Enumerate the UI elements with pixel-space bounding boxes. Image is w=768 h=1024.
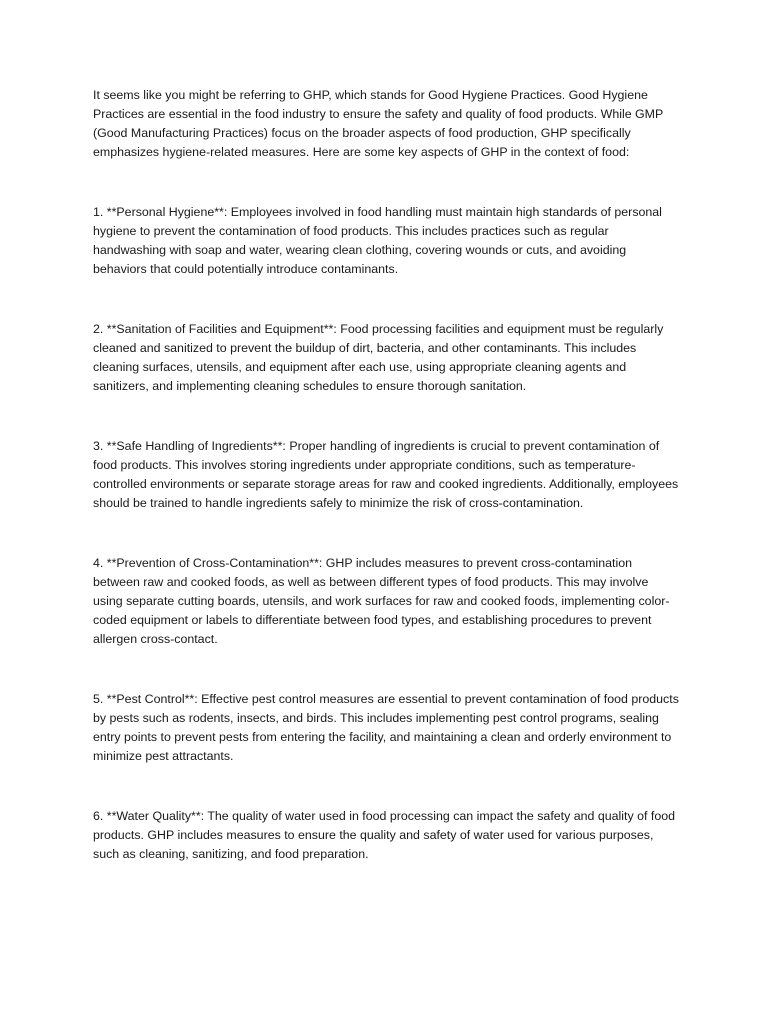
document-page [93, 86, 679, 864]
list-item-cross-contamination: 4. **Prevention of Cross-Contamination**: GHP includes measures to prevent cross-contamination between raw and cooked foods, as well as between different types of food products. This may involve using separate cutting boards, utensils, and work surfaces for raw and cooked foods, implementing color-coded equipment or labels to differentiate between food types, and establishing procedures to prevent allergen cross-contact. [93, 556, 670, 646]
list-item-pest-control: 5. **Pest Control**: Effective pest control measures are essential to prevent contamination of food products by pests such as rodents, insects, and birds. This includes implementing pest control programs, sealing entry points to prevent pests from entering the facility, and maintaining a clean and orderly environment to minimize pest attractants. [93, 692, 679, 763]
list-item-sanitation: 2. **Sanitation of Facilities and Equipment**: Food processing facilities and equipment must be regularly cleaned and sanitized to prevent the buildup of dirt, bacteria, and other contaminants. This includes cleaning surfaces, utensils, and equipment after each use, using appropriate cleaning agents and sanitizers, and implementing cleaning schedules to ensure thorough sanitation. [93, 322, 664, 393]
list-item-water-quality: 6. **Water Quality**: The quality of water used in food processing can impact the safety and quality of food products. GHP includes measures to ensure the quality and safety of water used for various purposes, such as cleaning, sanitizing, and food preparation. [93, 809, 675, 861]
intro-paragraph: It seems like you might be referring to GHP, which stands for Good Hygiene Practices. Good Hygiene Practices are essential in the food industry to ensure the safety and quality of food products. While GMP (Good Manufacturing Practices) focus on the broader aspects of food production, GHP specifically emphasizes hygiene-related measures. Here are some key aspects of GHP in the context of food: [93, 88, 664, 159]
list-item-safe-handling: 3. **Safe Handling of Ingredients**: Proper handling of ingredients is crucial to prevent contamination of food products. This involves storing ingredients under appropriate conditions, such as temperature-controlled environments or separate storage areas for raw and cooked ingredients. Additionally, employees should be trained to handle ingredients safely to minimize the risk of cross-contamination. [93, 439, 679, 510]
list-item-personal-hygiene: 1. **Personal Hygiene**: Employees involved in food handling must maintain high standards of personal hygiene to prevent the contamination of food products. This includes practices such as regular handwashing with soap and water, wearing clean clothing, covering wounds or cuts, and avoiding behaviors that could potentially introduce contaminants. [93, 205, 662, 276]
